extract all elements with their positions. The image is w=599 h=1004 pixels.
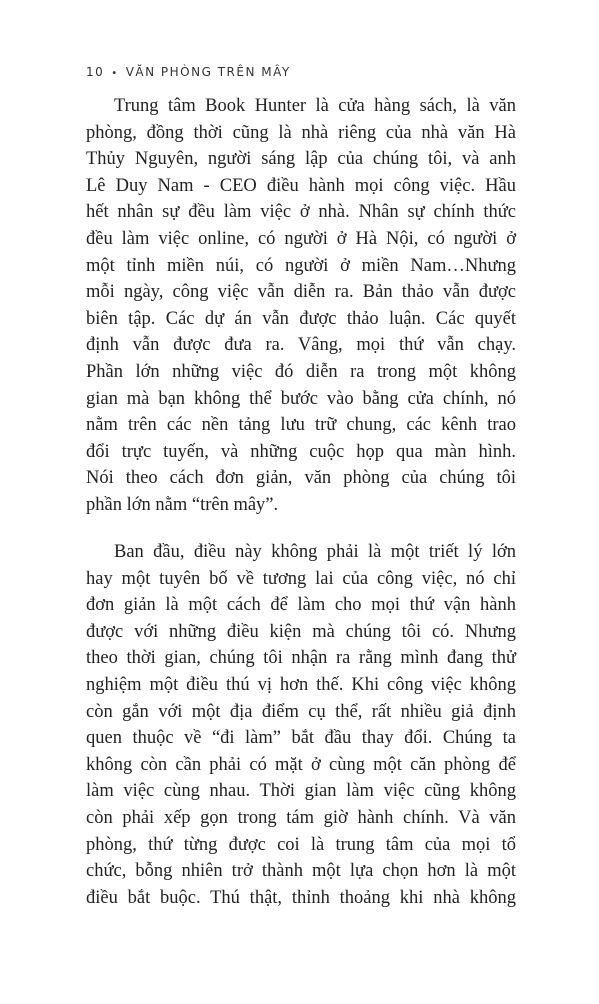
paragraph-2 [86, 539, 516, 911]
text-line: nghiệm một điều thú vị hơn thế. Khi công việc không [86, 674, 516, 695]
text-line: phần lớn nằm “trên mây”. [86, 494, 279, 515]
text-line: Ban đầu, điều này không phải là một triết lý lớn [114, 542, 516, 562]
text-line: Nói theo cách đơn giản, văn phòng của chúng tôi [86, 468, 516, 489]
text-line: hay một tuyên bố về tương lai của công việc, nó chỉ [86, 568, 516, 589]
text-line: Thủy Nguyên, người sáng lập của chúng tôi, và anh [86, 149, 516, 170]
text-line: định vẫn được đưa ra. Vâng, mọi thứ vẫn chạy. [86, 335, 516, 356]
text-line: biên tập. Các dự án vẫn được thảo luận. Các quyết [86, 308, 516, 329]
text-line: phòng, đồng thời cũng là nhà riêng của nhà văn Hà [86, 122, 516, 143]
text-line: đơn giản là một cách để làm cho mọi thứ vận hành [86, 595, 516, 616]
text-line: Lê Duy Nam - CEO điều hành mọi công việc. Hầu [86, 175, 516, 196]
text-line: không còn cần phải có mặt ở cùng một căn phòng để [86, 754, 516, 775]
text-line: nằm trên các nền tảng lưu trữ chung, các kênh trao [86, 415, 516, 436]
text-line: theo thời gian, chúng tôi nhận ra rằng mình đang thử [86, 648, 516, 669]
page-number: 10 [86, 65, 105, 79]
text-line: được với những điều kiện mà chúng tôi có. Nhưng [86, 621, 516, 642]
text-line: đổi trực tuyến, và những cuộc họp qua màn hình. [86, 441, 516, 462]
text-line: chức, bỗng nhiên trở thành một lựa chọn hơn là một [86, 861, 516, 882]
text-line: phòng, thứ từng được coi là trung tâm của mọi tổ [86, 834, 516, 855]
text-line: gian mà bạn không thể bước vào bằng cửa chính, nó [86, 388, 516, 409]
text-line: mỗi ngày, công việc vẫn diễn ra. Bản thảo vẫn được [86, 282, 516, 303]
text-line: điều bắt buộc. Thú thật, thỉnh thoảng khi nhà không [86, 887, 516, 908]
text-line: đều làm việc online, có người ở Hà Nội, có người ở [86, 228, 516, 249]
text-line: Trung tâm Book Hunter là cửa hàng sách, là văn [114, 96, 516, 116]
paragraph-1 [86, 93, 516, 519]
running-header [86, 65, 291, 79]
text-line: làm việc cùng nhau. Thời gian làm việc cũng không [86, 781, 516, 802]
text-line: hết nhân sự đều làm việc ở nhà. Nhân sự chính thức [86, 202, 516, 223]
text-line: còn phải xếp gọn trong tám giờ hành chính. Và văn [86, 807, 516, 828]
text-line: Phần lớn những việc đó diễn ra trong một không [86, 361, 516, 382]
book-title: VĂN PHÒNG TRÊN MÂY [125, 65, 291, 79]
header-separator: • [111, 68, 119, 79]
text-line: còn gắn với một địa điểm cụ thể, rất nhiều giả định [86, 701, 516, 722]
text-line: quen thuộc về “đi làm” bắt đầu thay đổi. Chúng ta [86, 728, 516, 749]
text-line: một tỉnh miền núi, có người ở miền Nam…Nhưng [86, 255, 516, 276]
